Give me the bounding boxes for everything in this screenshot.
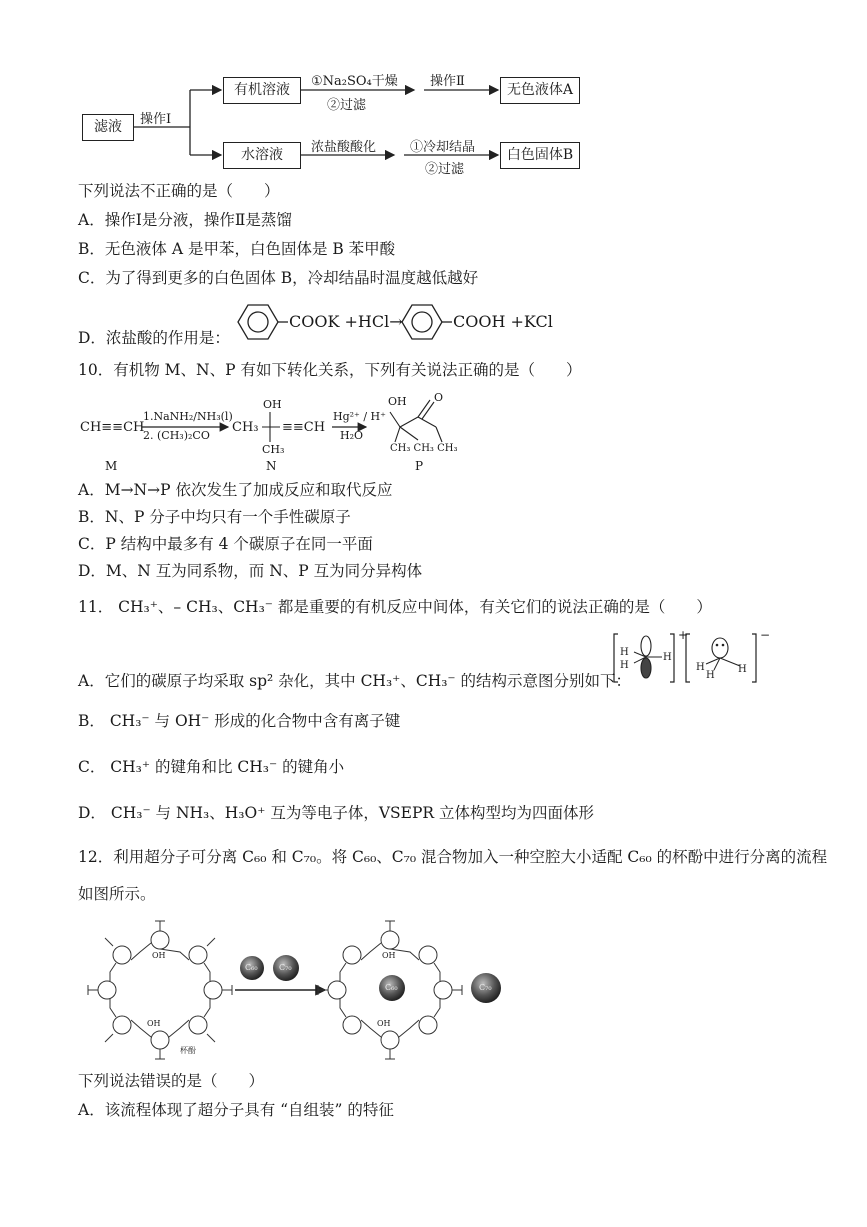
q12-c60-label-inside: C₆₀ — [385, 983, 398, 992]
q11-stem: 11． CH₃⁺、– CH₃、CH₃⁻ 都是重要的有机反应中间体，有关它们的说法正确的是（ ） — [78, 598, 712, 616]
calixarene-left-icon — [88, 921, 232, 1059]
q10-n-right: ≡≡CH — [282, 420, 326, 435]
q12-c70-label-arrow: C₇₀ — [279, 963, 292, 972]
q11-option-d: D． CH₃⁻ 与 NH₃、H₃O⁺ 互为等电子体，VSEPR 立体构型均为四面体形 — [78, 804, 594, 822]
flow-organic-box: 有机溶液 — [223, 77, 301, 104]
q9-option-b: B．无色液体 A 是甲苯，白色固体是 B 苯甲酸 — [78, 240, 396, 258]
q12-oh-right-top: OH — [382, 951, 396, 960]
flow-filtrate-box: 滤液 — [82, 114, 134, 141]
q12-c60-label-arrow: C₆₀ — [245, 963, 258, 972]
q10-label-m: M — [105, 459, 118, 473]
q9-reaction-right: COOH +KCl — [453, 312, 553, 331]
q12-question: 下列说法错误的是（ ） — [78, 1072, 265, 1090]
ch3-cation-orbital-icon — [634, 636, 662, 678]
q10-option-b: B．N、P 分子中均只有一个手性碳原子 — [78, 508, 351, 526]
q9-option-d: D．浓盐酸的作用是： — [78, 329, 230, 347]
q10-label-n: N — [266, 459, 277, 473]
q11-minus-sign: − — [760, 628, 771, 642]
q11-cation-h3: H — [663, 652, 672, 663]
q10-label-p: P — [415, 459, 424, 473]
q10-reagent1: 1.NaNH₂/NH₃(l) — [143, 410, 233, 423]
q11-option-a: A．它们的碳原子均采取 sp² 杂化，其中 CH₃⁺、CH₃⁻ 的结构示意图分别如下： — [78, 672, 632, 690]
q9-stem: 下列说法不正确的是（ ） — [78, 182, 280, 200]
flow-filter-label: ②过滤 — [327, 98, 367, 113]
q10-option-a: A．M→N→P 依次发生了加成反应和取代反应 — [78, 481, 393, 499]
q9-reaction-left: COOK +HCl→ — [289, 312, 403, 331]
q12-option-a: A．该流程体现了超分子具有 “自组装” 的特征 — [78, 1101, 394, 1119]
q10-stem: 10．有机物 M、N、P 有如下转化关系，下列有关说法正确的是（ ） — [78, 361, 582, 379]
q10-option-c: C．P 结构中最多有 4 个碳原子在同一平面 — [78, 535, 373, 553]
benzene-ring-icon — [238, 305, 288, 339]
q10-n-oh: OH — [263, 398, 282, 411]
q12-oh-right-bottom: OH — [377, 1019, 391, 1028]
q10-p-ch3: CH₃ CH₃ CH₃ — [390, 443, 458, 454]
flow-dry-label: ①Na₂SO₄干燥 — [311, 74, 398, 89]
q10-reagent2: 2. (CH₃)₂CO — [143, 429, 210, 442]
q12-calixarene-diagram — [80, 910, 520, 1070]
q12-oh-left-top: OH — [152, 951, 166, 960]
q11-structure-diagrams — [610, 630, 770, 686]
q11-option-c: C． CH₃⁺ 的键角和比 CH₃⁻ 的键角小 — [78, 758, 345, 776]
q12-stem-line1: 12．利用超分子可分离 C₆₀ 和 C₇₀。将 C₆₀、C₇₀ 混合物加入一种空腔大小适配 C₆₀ 的杯酚中进行分离的流程 — [78, 848, 828, 866]
q10-m-formula: CH≡≡CH — [80, 420, 145, 435]
q12-c70-label-outside: C₇₀ — [479, 983, 492, 992]
flow-op1-label: 操作Ⅰ — [140, 112, 172, 127]
q10-n-ch3: CH₃ — [262, 443, 285, 456]
benzene-ring-icon — [402, 305, 452, 339]
q10-p-oh: OH — [388, 395, 407, 408]
flow-solid-b-box: 白色固体B — [500, 142, 580, 169]
q10-n-left: CH₃ — [232, 420, 259, 435]
q11-cation-h1: H — [620, 647, 629, 658]
q11-cation-h2: H — [620, 660, 629, 671]
ch3-anion-orbital-icon — [706, 638, 740, 670]
q11-anion-h2: H — [706, 670, 715, 681]
flow-filter2-label: ②过滤 — [425, 162, 465, 177]
q11-anion-h1: H — [696, 662, 705, 673]
q10-option-d: D．M、N 互为同系物，而 N、P 互为同分异构体 — [78, 562, 423, 580]
q9-option-c: C．为了得到更多的白色固体 B，冷却结晶时温度越低越好 — [78, 269, 479, 287]
q10-hg-reagent: Hg²⁺ / H⁺ — [333, 410, 386, 423]
q10-p-o: O — [434, 391, 444, 404]
q9-option-a: A．操作Ⅰ是分液，操作Ⅱ是蒸馏 — [78, 211, 292, 229]
q11-anion-h3: H — [738, 664, 747, 675]
q11-option-b: B． CH₃⁻ 与 OH⁻ 形成的化合物中含有离子键 — [78, 712, 401, 730]
q12-cup-label: 杯酚 — [180, 1046, 196, 1055]
q12-oh-left-bottom: OH — [147, 1019, 161, 1028]
q12-stem-line2: 如图所示。 — [78, 885, 156, 903]
flow-cool-label: ①冷却结晶 — [410, 140, 476, 155]
flow-op2-label: 操作Ⅱ — [430, 74, 465, 89]
q11-plus-sign: + — [678, 628, 689, 642]
flow-aqueous-box: 水溶液 — [223, 142, 301, 169]
flow-acidify-label: 浓盐酸酸化 — [311, 140, 377, 155]
q10-h2o-reagent: H₂O — [340, 429, 364, 442]
flow-liquid-a-box: 无色液体A — [500, 77, 580, 104]
